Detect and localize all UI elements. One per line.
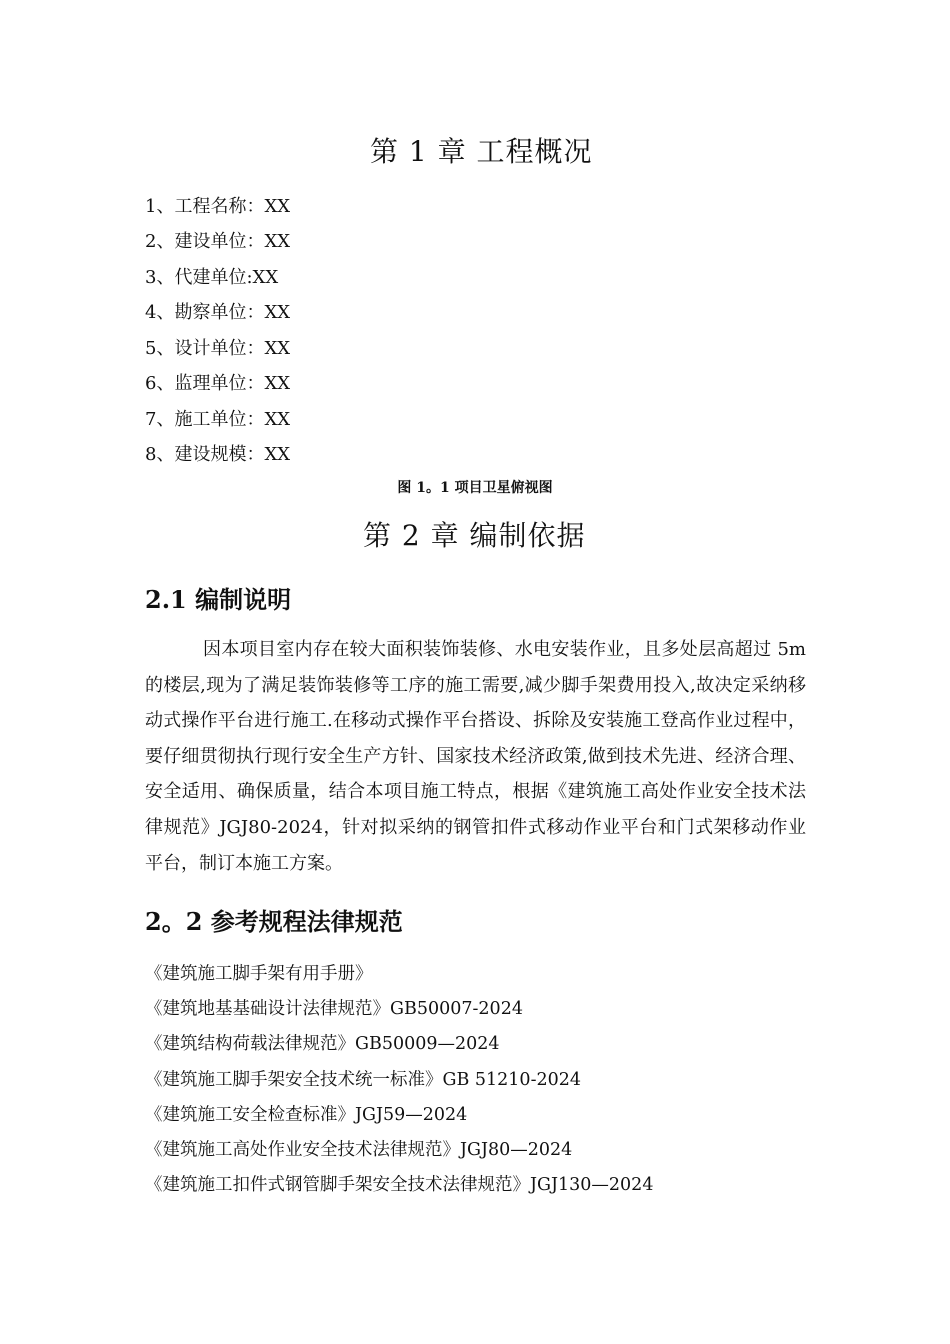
info-item-supervision-unit: 6、监理单位：XX (145, 373, 291, 394)
reference-item: 《建筑施工脚手架安全技术统一标准》GB 51210-2024 (145, 1070, 582, 1090)
reference-item: 《建筑施工安全检查标准》JGJ59—2024 (145, 1105, 468, 1125)
reference-item: 《建筑地基基础设计法律规范》GB50007-2024 (145, 999, 523, 1019)
figure-caption: 图 1。1 项目卫星俯视图 (397, 480, 553, 496)
section-2-2-heading: 2。2 参考规程法律规范 (145, 907, 403, 936)
chapter-1-title: 第 1 章 工程概况 (370, 135, 593, 168)
section-2-1-heading: 2.1 编制说明 (145, 585, 292, 614)
chapter-2-title: 第 2 章 编制依据 (363, 519, 586, 552)
info-item-construction-unit: 7、施工单位：XX (145, 409, 291, 430)
reference-item: 《建筑施工脚手架有用手册》 (145, 964, 373, 984)
reference-item: 《建筑结构荷载法律规范》GB50009—2024 (145, 1034, 500, 1054)
info-item-scale: 8、建设规模：XX (145, 444, 291, 465)
reference-item: 《建筑施工扣件式钢管脚手架安全技术法律规范》JGJ130—2024 (145, 1175, 654, 1195)
info-item-survey-unit: 4、勘察单位：XX (145, 302, 291, 323)
section-2-1-paragraph (145, 632, 806, 881)
info-item-design-unit: 5、设计单位：XX (145, 338, 291, 359)
info-item-developer: 2、建设单位：XX (145, 231, 291, 252)
info-item-project-name: 1、工程名称：XX (145, 196, 291, 217)
paragraph-text: 因本项目室内存在较大面积装饰装修、水电安装作业，且多处层高超过 5m 的楼层,现为了满足装饰装修等工序的施工需要,减少脚手架费用投入,故决定采纳移动式操作平台进行施工.在移动式操作平台搭设、拆除及安装施工登高作业过程中，要仔细贯彻执行现行安全生产方针、国家技术经济政策,做到技术先进、经济合理、安全适用、确保质量，结合本项目施工特点，根据《建筑施工高处作业安全技术法律规范》JGJ80-2024，针对拟采纳的钢管扣件式移动作业平台和门式架移动作业平台，制订本施工方案。 (145, 639, 806, 874)
info-item-agent-builder: 3、代建单位:XX (145, 267, 279, 288)
reference-item: 《建筑施工高处作业安全技术法律规范》JGJ80—2024 (145, 1140, 573, 1160)
